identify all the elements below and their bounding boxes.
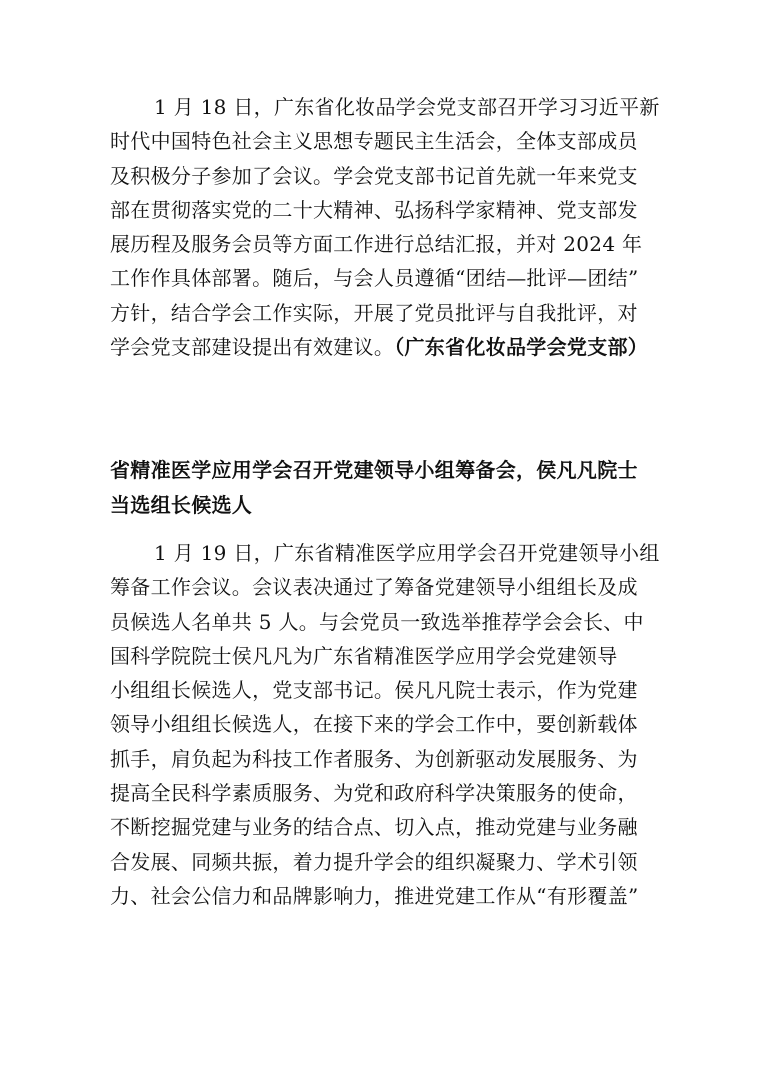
article-2-body xyxy=(110,536,670,913)
article-1-body xyxy=(110,90,670,364)
article-2-line-7: 抓手，肩负起为科技工作者服务、为创新驱动发展服务、为 xyxy=(110,746,638,771)
article-2-line-9: 不断挖掘党建与业务的结合点、切入点，推动党建与业务融 xyxy=(110,815,638,840)
article-1-line-8 xyxy=(110,330,670,364)
article-1-line-4: 部在贯彻落实党的二十大精神、弘扬科学家精神、党支部发 xyxy=(110,197,638,222)
article-1-source: （广东省化妆品学会党支部） xyxy=(394,335,649,360)
article-2-line-3: 员候选人名单共 5 人。与会党员一致选举推荐学会会长、中 xyxy=(110,609,644,634)
article-1-line-1: 1 月 18 日，广东省化妆品学会党支部召开学习习近平新 xyxy=(154,95,660,119)
article-2-title xyxy=(110,453,670,523)
article-1-line-5: 展历程及服务会员等方面工作进行总结汇报，并对 2024 年 xyxy=(110,232,643,257)
article-1-line-7: 方针，结合学会工作实际，开展了党员批评与自我批评，对 xyxy=(110,300,638,325)
article-2-line-11: 力、社会公信力和品牌影响力，推进党建工作从“有形覆盖” xyxy=(110,883,639,908)
article-1-line-3: 及积极分子参加了会议。学会党支部书记首先就一年来党支 xyxy=(110,163,638,188)
article-2-line-4: 国科学院院士侯凡凡为广东省精准医学应用学会党建领导 xyxy=(110,643,618,668)
article-1-last-text: 学会党支部建设提出有效建议。 xyxy=(110,335,395,360)
article-2-line-5: 小组组长候选人，党支部书记。侯凡凡院士表示，作为党建 xyxy=(110,678,638,703)
article-1-line-2: 时代中国特色社会主义思想专题民主生活会，全体支部成员 xyxy=(110,129,638,154)
article-2-line-10: 合发展、同频共振，着力提升学会的组织凝聚力、学术引领 xyxy=(110,849,638,874)
article-1-line-6: 工作作具体部署。随后，与会人员遵循“团结—批评—团结” xyxy=(110,266,639,291)
article-2-title-line-1: 省精准医学应用学会召开党建领导小组筹备会，侯凡凡院士 xyxy=(110,458,638,482)
article-2-line-2: 筹备工作会议。会议表决通过了筹备党建领导小组组长及成 xyxy=(110,575,638,600)
article-2-line-8: 提高全民科学素质服务、为党和政府科学决策服务的使命， xyxy=(110,781,638,806)
article-2-line-6: 领导小组组长候选人，在接下来的学会工作中，要创新载体 xyxy=(110,712,638,737)
article-2-line-1: 1 月 19 日，广东省精准医学应用学会召开党建领导小组 xyxy=(154,541,660,565)
article-2-title-line-2: 当选组长候选人 xyxy=(110,493,253,517)
